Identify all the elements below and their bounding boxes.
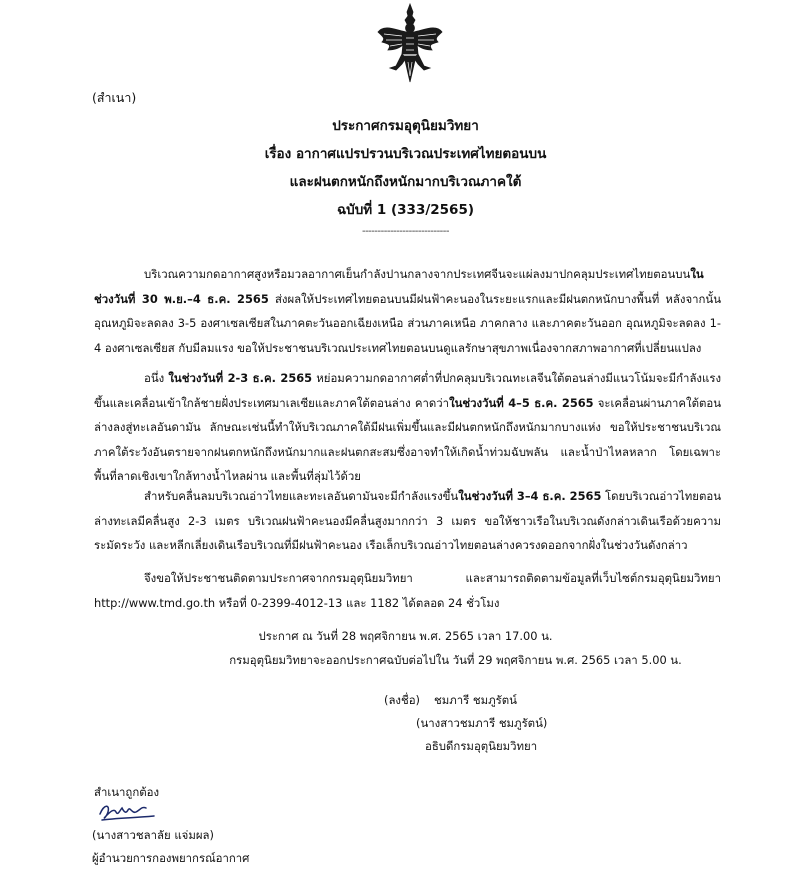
signatory-name: ชมภารี ชมภูรัตน์ [434, 693, 517, 707]
p1-text-a: บริเวณความกดอากาศสูงหรือมวลอากาศเย็นกำลังปานกลางจากประเทศจีนจะแผ่ลงมาปกคลุมประเทศไทยตอนบน [144, 267, 691, 281]
subject-line-2: และฝนตกหนักถึงหนักมากบริเวณภาคใต้ [289, 174, 522, 190]
subject-line-1: เรื่อง อากาศแปรปรวนบริเวณประเทศไทยตอนบน [264, 146, 547, 162]
paragraph-cold-air [94, 262, 721, 360]
signatory-position: อธิบดีกรมอุตุนิยมวิทยา [425, 739, 538, 753]
p2-date-highlight-2: ในช่วงวันที่ 4–5 ธ.ค. 2565 [449, 395, 594, 410]
p2-text-e: จะเคลื่อนผ่านภาคใต้ตอนล่างลงสู่ทะเลอันดามัน ลักษณะเช่นนี้ทำให้บริเวณภาคใต้มีฝนเพิ่มขึ้นและมีฝนตกหนักถึงหนักมากบางแห่ง ขอให้ประชาชนบริเวณภาคใต้ระวังอันตรายจากฝนตกหนักถึงหนักมากและฝนตกสะสมซึ่งอาจทำให้เกิดน้ำท่วมฉับพลัน และน้ำป่าไหลหลาก โดยเฉพาะพื้นที่ลาดเชิงเขาใกล้ทางน้ำไหลผ่าน และพื้นที่ลุ่มไว้ด้วย [94, 395, 721, 483]
signature-label: (ลงชื่อ) [384, 693, 421, 707]
certifier-position: ผู้อำนวยการกองพยากรณ์อากาศ [92, 851, 250, 865]
p2-date-highlight-1: ในช่วงวันที่ 2-3 ธ.ค. 2565 [168, 371, 313, 385]
paragraph-low-pressure [94, 366, 721, 489]
announcement-title: ประกาศกรมอุตุนิยมวิทยา [332, 118, 479, 134]
p2-text-a: อนึ่ง [144, 371, 169, 385]
handwritten-signature-icon [96, 798, 160, 824]
paragraph-contact: จึงขอให้ประชาชนติดตามประกาศจากกรมอุตุนิยมวิทยา และสามารถติดตามข้อมูลที่เว็บไซต์กรมอุตุนิยมวิทยา http://www.tmd.go.th หรือที่ 0-2399-4012-13 และ 1182 ได้ตลอด 24 ชั่วโมง [94, 571, 721, 610]
issue-number: ฉบับที่ 1 (333/2565) [336, 202, 475, 218]
certifier-name: (นางสาวชลาลัย แจ่มผล) [92, 828, 214, 842]
announcement-header [0, 112, 811, 224]
p1-text-c: ส่งผลให้ประเทศไทยตอนบนมีฝนฟ้าคะนองในระยะแรกและมีฝนตกหนักบางพื้นที่ หลังจากนั้นอุณหภูมิจะลดลง 3-5 องศาเซลเซียสในภาคตะวันออกเฉียงเหนือ ส่วนภาคเหนือ ภาคกลาง และภาคตะวันออก อุณหภูมิจะลดลง 1-4 องศาเซลเซียส กับมีลมแรง ขอให้ประชาชนบริเวณประเทศไทยตอนบนดูแลรักษาสุขภาพเนื่องจากสภาพอากาศที่เปลี่ยนแปลง [94, 291, 721, 355]
paragraph-waves [94, 484, 721, 558]
p3-date-highlight: ในช่วงวันที่ 3–4 ธ.ค. 2565 [458, 489, 602, 503]
next-issue-note: กรมอุตุนิยมวิทยาจะออกประกาศฉบับต่อไปใน วันที่ 29 พฤศจิกายน พ.ศ. 2565 เวลา 5.00 น. [229, 653, 682, 667]
copy-mark: (สำเนา) [92, 90, 137, 105]
p3-text-a: สำหรับคลื่นลมบริเวณอ่าวไทยและทะเลอันดามันจะมีกำลังแรงขึ้น [144, 489, 459, 503]
signatory-full-name: (นางสาวชมภารี ชมภูรัตน์) [416, 716, 548, 730]
p1-date-highlight: ในช่วงวันที่ 30 พ.ย.–4 ธ.ค. 2565 [94, 267, 704, 306]
issued-date: ประกาศ ณ วันที่ 28 พฤศจิกายน พ.ศ. 2565 เวลา 17.00 น. [258, 629, 553, 643]
certified-copy-label: สำเนาถูกต้อง [94, 785, 160, 799]
separator-rule: ---------------------------- [361, 226, 450, 237]
p3-text-c: โดยบริเวณอ่าวไทยตอนล่างทะเลมีคลื่นสูง 2-3 เมตร บริเวณฝนฟ้าคะนองมีคลื่นสูงมากกว่า 3 เมตร ขอให้ชาวเรือในบริเวณดังกล่าวเดินเรือด้วยความระมัดระวัง และหลีกเลี่ยงเดินเรือบริเวณที่มีฝนฟ้าคะนอง เรือเล็กบริเวณอ่าวไทยตอนล่างควรงดออกจากฝั่งในช่วงวันดังกล่าว [94, 489, 721, 552]
garuda-emblem-icon [374, 2, 446, 86]
p2-text-c: หย่อมความกดอากาศต่ำที่ปกคลุมบริเวณทะเลจีนใต้ตอนล่างมีแนวโน้มจะมีกำลังแรงขึ้นและเคลื่อนเข้าใกล้ชายฝั่งประเทศมาเลเซียและภาคใต้ตอนล่าง คาดว่า [94, 371, 722, 410]
